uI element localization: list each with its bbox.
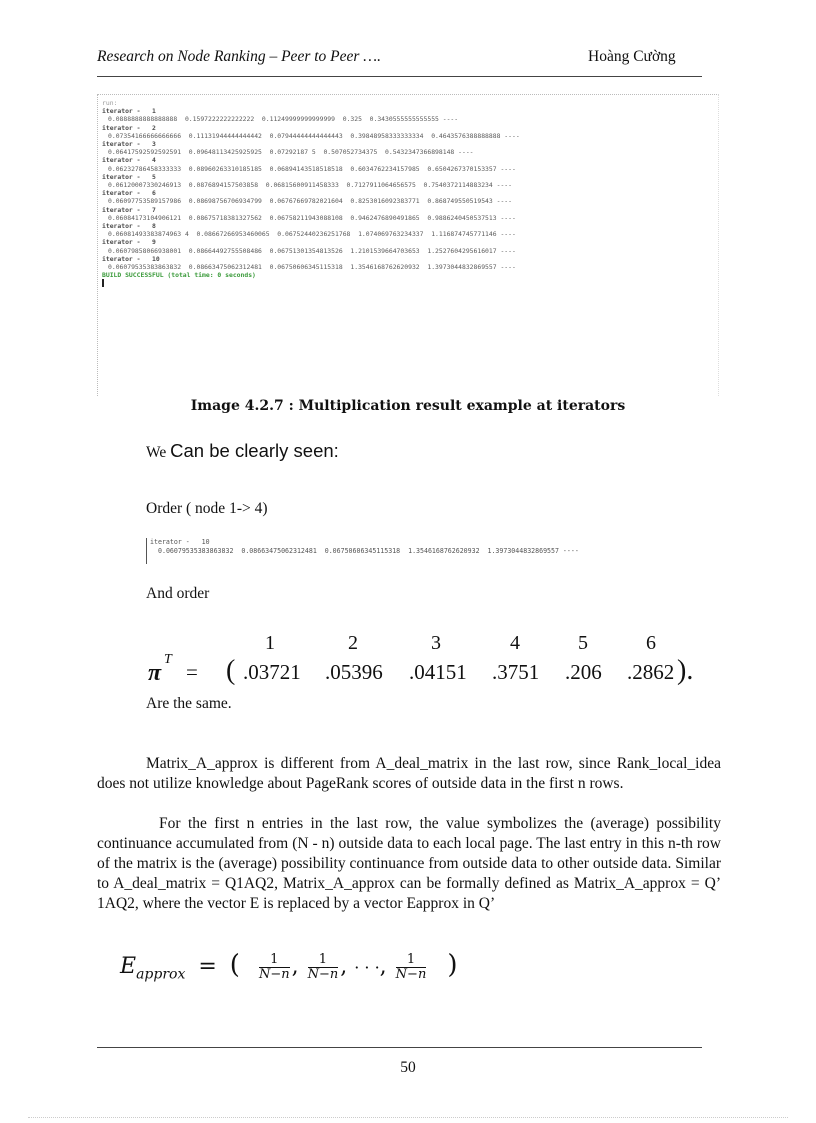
pi-index: 3 bbox=[431, 632, 441, 654]
console-iteration bbox=[102, 173, 718, 189]
fraction-numerator: 1 bbox=[396, 953, 427, 968]
fraction-denominator: N−n bbox=[258, 966, 290, 982]
order-label: Order ( node 1-> 4) bbox=[146, 500, 268, 517]
fraction-numerator: 1 bbox=[308, 953, 339, 968]
iteration-values: 0.07354166666666666 0.11131944444444442 0.07944444444444443 0.39848958333333334 0.4643576388888888 ---- bbox=[108, 131, 520, 140]
iteration-values: 0.06079535383863832 0.08663475062312481 0.06750606345115318 1.3546168762620932 1.3973044832869557 ---- bbox=[108, 263, 516, 272]
eapprox-close: ) bbox=[447, 950, 458, 980]
console-run-label: run: bbox=[102, 99, 118, 107]
iteration-label: iterator - 10 bbox=[102, 254, 160, 263]
eapprox-fraction bbox=[259, 953, 290, 982]
clearly-seen-rest: Can be clearly seen: bbox=[170, 440, 339, 461]
text-cursor-icon bbox=[102, 279, 104, 287]
pi-index: 1 bbox=[265, 632, 275, 654]
iterator-snippet-label: iterator - 10 bbox=[150, 538, 210, 546]
iteration-values: 0.06417592592592591 0.09648113425925925 0.07292187 5 0.507052734375 0.5432347366898148 ---- bbox=[108, 148, 474, 157]
eapprox-sep: , bbox=[340, 954, 348, 979]
iteration-label: iterator - 4 bbox=[102, 156, 156, 165]
pi-value: .05396 bbox=[325, 660, 383, 684]
clearly-seen-we: We bbox=[146, 444, 167, 461]
eapprox-fraction bbox=[308, 953, 339, 982]
are-same-label: Are the same. bbox=[146, 695, 232, 712]
console-iteration bbox=[102, 189, 718, 205]
pi-index: 2 bbox=[348, 632, 358, 654]
header-rule bbox=[97, 76, 702, 77]
iteration-values: 0.06079858066938001 0.08664492755508486 0.06751301354813526 1.2101539664703653 1.2527604295616017 ---- bbox=[108, 246, 516, 255]
header-title: Research on Node Ranking – Peer to Peer …. bbox=[97, 48, 381, 65]
pi-index: 5 bbox=[578, 632, 588, 654]
console-iteration bbox=[102, 156, 718, 172]
iteration-label: iterator - 6 bbox=[102, 189, 156, 198]
pi-index: 4 bbox=[510, 632, 520, 654]
iteration-label: iterator - 2 bbox=[102, 123, 156, 132]
iteration-label: iterator - 7 bbox=[102, 205, 156, 214]
eapprox-fraction bbox=[396, 953, 427, 982]
eapprox-sep: , bbox=[291, 954, 299, 979]
iteration-label: iterator - 8 bbox=[102, 222, 156, 231]
iteration-values: 0.06120007330246913 0.0876894157503858 0.06815600911458333 0.7127911064656575 0.7540372114883234 ---- bbox=[108, 181, 512, 190]
iterator-snippet bbox=[146, 538, 760, 564]
iteration-values: 0.06084173104906121 0.08675718381327562 0.06758211943088108 0.9462476890491865 0.9886240450537513 ---- bbox=[108, 213, 516, 222]
console-cursor-line bbox=[102, 279, 718, 289]
iteration-label: iterator - 1 bbox=[102, 107, 156, 116]
eapprox-subscript: approx bbox=[136, 966, 186, 983]
iteration-values: 0.0888888888888888 0.1597222222222222 0.11249999999999999 0.325 0.3430555555555555 ---- bbox=[108, 115, 459, 124]
iteration-values: 0.06097753589157986 0.08698756706934799 0.06767669782021604 0.8253016092383771 0.868749550519543 ---- bbox=[108, 197, 512, 206]
pi-index: 6 bbox=[646, 632, 656, 654]
eapprox-formula bbox=[120, 950, 457, 982]
and-order-label: And order bbox=[146, 585, 210, 602]
iteration-label: iterator - 3 bbox=[102, 140, 156, 149]
iteration-values: 0.06081493383874963 4 0.08667266953460065 0.06752440236251768 1.074069763234337 1.116874745771146 ---- bbox=[108, 230, 516, 239]
iterator-snippet-values: 0.06079535383863832 0.08663475062312481 0.06750606345115318 1.3546168762620932 1.3973044832869557 ---- bbox=[158, 547, 579, 555]
pi-value: .04151 bbox=[409, 660, 467, 684]
page-bottom-border bbox=[28, 1117, 788, 1118]
console-iteration bbox=[102, 124, 718, 140]
paragraph-matrix-difference: Matrix_A_approx is different from A_deal_matrix in the last row, since Rank_local_idea does not utilize knowledge about PageRank scores of outside data in the first n rows. bbox=[97, 755, 721, 792]
eapprox-lhs: E bbox=[120, 954, 137, 979]
figure-caption: Image 4.2.7 : Multiplication result example at iterators bbox=[190, 398, 626, 414]
iteration-values: 0.06232786458333333 0.08960263310185185 0.06894143518518518 0.6034762234157985 0.6504267370153357 ---- bbox=[108, 164, 516, 173]
build-message: BUILD SUCCESSFUL (total time: 0 seconds) bbox=[102, 271, 256, 280]
eapprox-sep: , bbox=[379, 954, 387, 979]
console-output bbox=[97, 94, 719, 396]
console-iteration bbox=[102, 222, 718, 238]
header-author: Hoàng Cường bbox=[588, 48, 676, 65]
pi-open-paren: ( bbox=[226, 655, 236, 686]
footer-rule bbox=[97, 1047, 702, 1048]
pi-value: .3751 bbox=[492, 660, 540, 684]
console-iteration bbox=[102, 255, 718, 271]
fraction-denominator: N−n bbox=[307, 966, 339, 982]
fraction-numerator: 1 bbox=[259, 953, 290, 968]
pi-symbol: π bbox=[148, 660, 162, 686]
paragraph-last-row: For the first n entries in the last row, the value symbolizes the (average) possibility continuance accumulated from (N - n) outside data to each local page. The last entry in this n-th row of the matrix is the (average) possibility continuance from outside data to other outside data. Similar to A_deal_matrix = Q1AQ2, Matrix_A_approx can be formally defined as Matrix_A_approx = Q’ 1AQ2, where the vector E is replaced by a vector Eapprox in Q’ bbox=[97, 815, 721, 912]
eapprox-open: ( bbox=[229, 950, 240, 980]
console-iteration bbox=[102, 238, 718, 254]
pi-value: .206 bbox=[565, 660, 602, 684]
pi-equals: = bbox=[186, 660, 198, 684]
page-number: 50 bbox=[400, 1059, 416, 1076]
pi-value: .03721 bbox=[243, 660, 301, 684]
pi-close-paren: ). bbox=[677, 655, 694, 686]
console-iteration bbox=[102, 140, 718, 156]
console-iteration bbox=[102, 107, 718, 123]
console-iteration bbox=[102, 206, 718, 222]
clearly-seen-line bbox=[146, 440, 339, 462]
pi-value: .2862 bbox=[627, 660, 675, 684]
fraction-denominator: N−n bbox=[395, 966, 427, 982]
iteration-label: iterator - 9 bbox=[102, 238, 156, 247]
eapprox-equals: = bbox=[198, 954, 217, 979]
eapprox-ellipsis: · · · bbox=[354, 958, 380, 977]
iteration-label: iterator - 5 bbox=[102, 172, 156, 181]
pi-superscript: T bbox=[164, 652, 172, 667]
